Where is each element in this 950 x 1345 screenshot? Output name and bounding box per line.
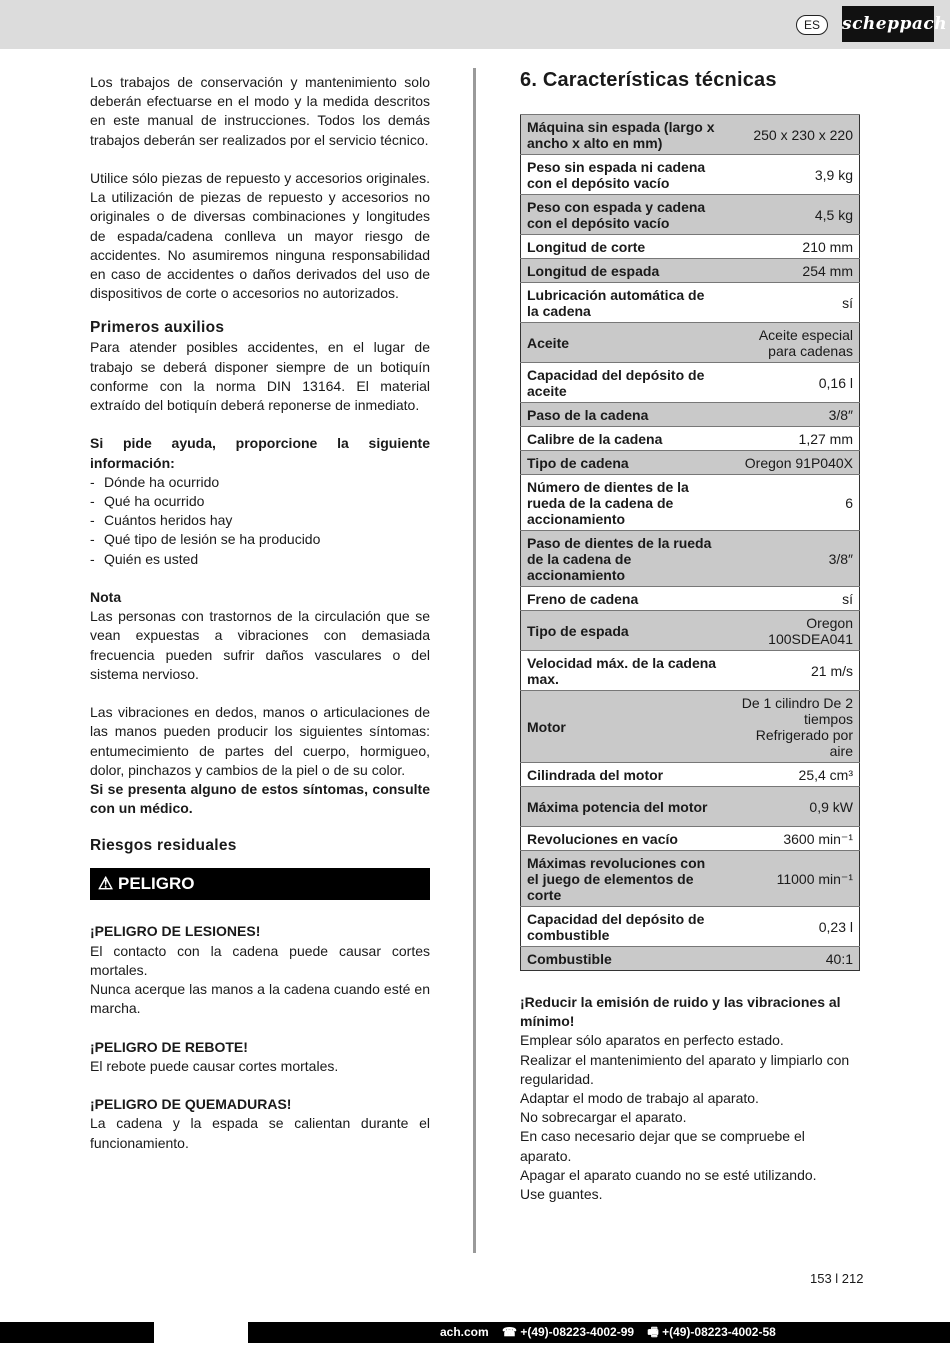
- table-row: [521, 403, 860, 427]
- spec-label: Máxima potencia del motor: [521, 787, 724, 827]
- spec-value: Oregon 91P040X: [723, 451, 860, 475]
- spec-value: 6: [723, 475, 860, 531]
- spec-label: Máquina sin espada (largo x ancho x alto en mm): [521, 115, 724, 155]
- noise-item: Realizar el mantenimiento del aparato y limpiarlo con regularidad.: [520, 1051, 850, 1087]
- left-column: [90, 73, 430, 1153]
- table-row: [521, 259, 860, 283]
- spec-value: 3600 min⁻¹: [723, 827, 860, 851]
- list-item: - Qué ha ocurrido: [90, 492, 430, 511]
- burn-text: La cadena y la espada se calientan durante el funcionamiento.: [90, 1115, 430, 1151]
- table-row: [521, 947, 860, 971]
- spec-value: 0,9 kW: [723, 787, 860, 827]
- spec-label: Capacidad del depósito de aceite: [521, 363, 724, 403]
- spec-label: Paso de dientes de la rueda de la cadena de accionamiento: [521, 531, 724, 587]
- first-aid-heading: Primeros auxilios: [90, 319, 225, 337]
- spec-value: 0,23 l: [723, 907, 860, 947]
- kickback-text: El rebote puede causar cortes mortales.: [90, 1057, 339, 1074]
- table-row: [521, 531, 860, 587]
- spec-value: 0,16 l: [723, 363, 860, 403]
- table-row: [521, 235, 860, 259]
- spec-label: Velocidad máx. de la cadena max.: [521, 651, 724, 691]
- spare-parts-paragraph: Utilice sólo piezas de repuesto y accesorios originales. La utilización de piezas de repuesto y accesorios no originales o de diversas combinaciones y longitudes de espada/cadena conlleva un mayor riesgo de accidentes. No asumiremos ninguna responsabilidad en caso de accidentes o daños derivados del uso de dispositivos de corte o accesorios no autorizados.: [90, 170, 430, 302]
- noise-item: En caso necesario dejar que se compruebe el aparato.: [520, 1128, 805, 1164]
- noise-heading: ¡Reducir la emisión de ruido y las vibraciones al mínimo!: [520, 994, 841, 1030]
- spec-value: 250 x 230 x 220: [723, 115, 860, 155]
- help-heading: Si pide ayuda, proporcione la siguiente información:: [90, 435, 430, 471]
- table-row: [521, 907, 860, 947]
- list-item: - Dónde ha ocurrido: [90, 473, 430, 492]
- table-row: [521, 827, 860, 851]
- table-row: [521, 787, 860, 827]
- injury-text: El contacto con la cadena puede causar cortes mortales.: [90, 942, 430, 978]
- spec-label: Paso de la cadena: [521, 403, 724, 427]
- help-list: [90, 473, 430, 569]
- language-badge: ES: [796, 15, 828, 35]
- page-number: 153 l 212: [810, 1271, 864, 1286]
- spec-label: Motor: [521, 691, 724, 763]
- table-row: [521, 451, 860, 475]
- table-row: [521, 587, 860, 611]
- burn-heading: ¡PELIGRO DE QUEMADURAS!: [90, 1096, 292, 1113]
- list-item: - Cuántos heridos hay: [90, 511, 430, 530]
- right-column: [520, 66, 860, 1204]
- residual-risks-heading: Riesgos residuales: [90, 837, 237, 855]
- danger-banner: [90, 868, 430, 900]
- spec-label: Lubricación automática de la cadena: [521, 283, 724, 323]
- spec-value: 3/8″: [723, 403, 860, 427]
- spec-value: 4,5 kg: [723, 195, 860, 235]
- spec-value: sí: [723, 283, 860, 323]
- footer-fax: 🖷 +(49)-08223-4002-58: [647, 1325, 776, 1339]
- spec-label: Tipo de cadena: [521, 451, 724, 475]
- symptoms-warning: Si se presenta alguno de estos síntomas, consulte con un médico.: [90, 781, 430, 817]
- danger-label: PELIGRO: [117, 874, 195, 894]
- note-paragraph: Las personas con trastornos de la circulación que se vean expuestas a vibraciones con demasiada frecuencia pueden sufrir daños vasculares o del sistema nervioso.: [90, 608, 430, 682]
- injury-heading: ¡PELIGRO DE LESIONES!: [90, 923, 261, 940]
- table-row: [521, 323, 860, 363]
- spec-value: De 1 cilindro De 2 tiempos Refrigerado por aire: [723, 691, 860, 763]
- section-title: 6. Características técnicas: [520, 69, 777, 91]
- injury-text-2: Nunca acerque las manos a la cadena cuando esté en marcha.: [90, 981, 430, 1017]
- maintenance-paragraph: Los trabajos de conservación y mantenimiento solo deberán efectuarse en el modo y la medida descritos en este manual de instrucciones. Todos los demás trabajos deberán ser realizados por el servicio técnico.: [90, 74, 430, 148]
- table-row: [521, 195, 860, 235]
- brand-logo: scheppach: [842, 6, 934, 42]
- table-row: [521, 475, 860, 531]
- spec-value: 3,9 kg: [723, 155, 860, 195]
- table-row: [521, 763, 860, 787]
- noise-item: Apagar el aparato cuando no se esté utilizando.: [520, 1166, 817, 1183]
- noise-section: [520, 993, 860, 1204]
- spec-label: Capacidad del depósito de combustible: [521, 907, 724, 947]
- spec-value: 25,4 cm³: [723, 763, 860, 787]
- spec-value: 254 mm: [723, 259, 860, 283]
- warning-triangle-icon: ⚠: [98, 874, 114, 894]
- symptoms-paragraph: Las vibraciones en dedos, manos o articulaciones de las manos pueden producir los siguientes síntomas: entumecimiento de partes del cuerpo, hormigueo, dolor, pinchazos y cambios de la piel o de su color.: [90, 704, 430, 778]
- spec-value: Aceite especial para cadenas: [723, 323, 860, 363]
- spec-table: [520, 114, 860, 971]
- spec-label: Longitud de espada: [521, 259, 724, 283]
- kickback-heading: ¡PELIGRO DE REBOTE!: [90, 1038, 248, 1055]
- spec-value: 21 m/s: [723, 651, 860, 691]
- spec-label: Revoluciones en vacío: [521, 827, 724, 851]
- table-row: [521, 283, 860, 323]
- list-item: - Qué tipo de lesión se ha producido: [90, 530, 430, 549]
- table-row: [521, 851, 860, 907]
- spec-label: Peso sin espada ni cadena con el depósito vacío: [521, 155, 724, 195]
- spec-label: Número de dientes de la rueda de la cadena de accionamiento: [521, 475, 724, 531]
- noise-item: Adaptar el modo de trabajo al aparato.: [520, 1090, 759, 1107]
- table-row: [521, 155, 860, 195]
- spec-value: 1,27 mm: [723, 427, 860, 451]
- spec-value: sí: [723, 587, 860, 611]
- list-item: - Quién es usted: [90, 550, 430, 569]
- spec-label: Peso con espada y cadena con el depósito vacío: [521, 195, 724, 235]
- spec-label: Máximas revoluciones con el juego de elementos de corte: [521, 851, 724, 907]
- spec-value: 3/8″: [723, 531, 860, 587]
- noise-item: No sobrecargar el aparato.: [520, 1109, 687, 1126]
- footer-web[interactable]: ach.com: [440, 1325, 489, 1339]
- noise-item: Emplear sólo aparatos en perfecto estado.: [520, 1032, 784, 1049]
- table-row: [521, 691, 860, 763]
- note-heading: Nota: [90, 589, 122, 606]
- table-row: [521, 611, 860, 651]
- spec-value: 40:1: [723, 947, 860, 971]
- footer-phone: ☎ +(49)-08223-4002-99: [502, 1325, 635, 1339]
- spec-label: Aceite: [521, 323, 724, 363]
- table-row: [521, 427, 860, 451]
- first-aid-paragraph: Para atender posibles accidentes, en el lugar de trabajo se deberá disponer siempre de un botiquín conforme con la norma DIN 13164. El material extraído del botiquín deberá reponerse de inmediato.: [90, 339, 430, 414]
- footer-bar: [0, 1322, 950, 1343]
- table-row: [521, 363, 860, 403]
- column-divider: [473, 68, 476, 1253]
- noise-item: Use guantes.: [520, 1186, 603, 1203]
- spec-label: Longitud de corte: [521, 235, 724, 259]
- spec-label: Tipo de espada: [521, 611, 724, 651]
- table-row: [521, 115, 860, 155]
- spec-label: Calibre de la cadena: [521, 427, 724, 451]
- spec-value: 11000 min⁻¹: [723, 851, 860, 907]
- header-bar: [0, 0, 950, 49]
- spec-label: Freno de cadena: [521, 587, 724, 611]
- spec-label: Cilindrada del motor: [521, 763, 724, 787]
- spec-label: Combustible: [521, 947, 724, 971]
- spec-value: Oregon 100SDEA041: [723, 611, 860, 651]
- spec-value: 210 mm: [723, 235, 860, 259]
- table-row: [521, 651, 860, 691]
